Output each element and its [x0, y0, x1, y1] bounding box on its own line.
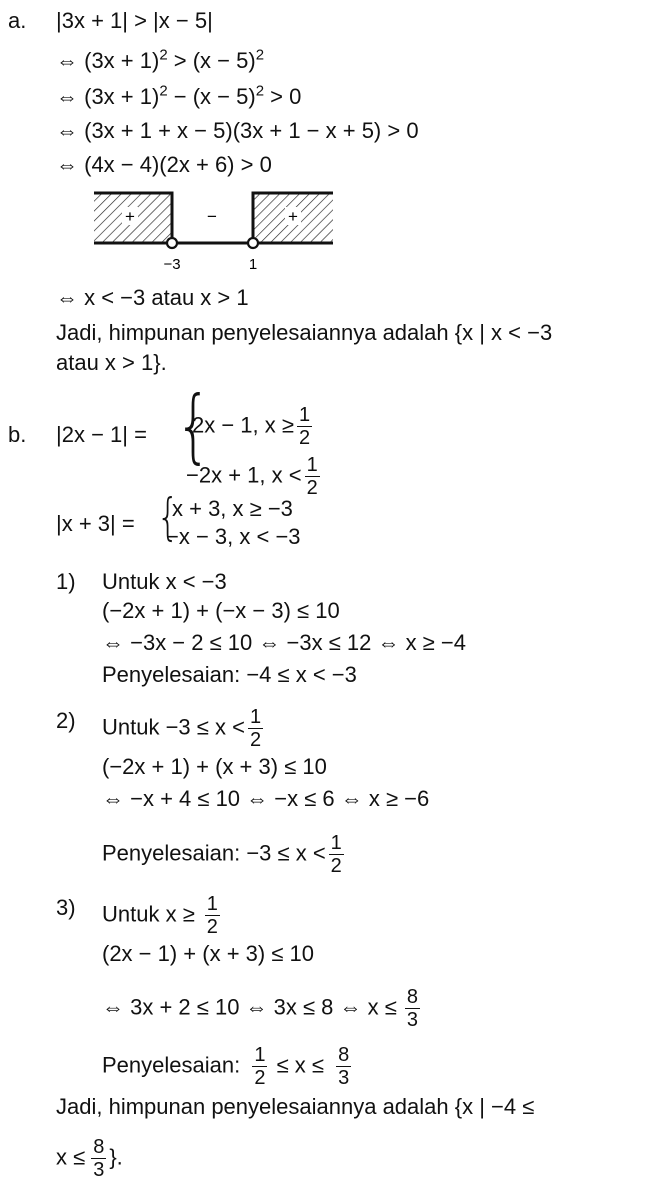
open-point-right: [248, 238, 258, 248]
sign-right: +: [288, 207, 298, 226]
abs2-lhs: |x + 3| =: [56, 511, 135, 536]
part-a-step-1: ⇔ $(3x + 1)^2 > (x - 5)^2$: [56, 46, 265, 73]
part-b-conclusion-line-1: Jadi, himpunan penyelesaiannya adalah {x | −4 ≤: [56, 1094, 535, 1119]
part-a-step-3: ⇔ (3x + 1 + x − 5)(3x + 1 − x + 5) > 0: [56, 118, 419, 143]
abs2-case-2: −x − 3, x < −3: [166, 524, 301, 549]
abs1-lhs: |2x − 1| =: [56, 422, 147, 447]
case-2-line-1: (−2x + 1) + (x + 3) ≤ 10: [102, 754, 327, 779]
case-3-solution: Penyelesaian: $\frac{1}{2}$ ≤ x ≤ $\frac{8}{3}$: [102, 1044, 350, 1089]
part-a-step-2: ⇔ $(3x + 1)^2 - (x - 5)^2 > 0$: [56, 82, 302, 109]
part-a-step-4: ⇔ (4x − 4)(2x + 6) > 0: [56, 152, 272, 177]
case-3-line-2: ⇔ 3x + 2 ≤ 10 ⇔ 3x ≤ 8 ⇔ x ≤ $\frac{8}{3}$: [102, 986, 418, 1031]
case-3-line-1: (2x − 1) + (x + 3) ≤ 10: [102, 941, 314, 966]
part-b-label: b.: [8, 422, 27, 447]
part-a-result: ⇔ x < −3 atau x > 1: [56, 285, 249, 310]
open-point-left: [167, 238, 177, 248]
case-3-heading: Untuk x ≥ $\frac{1}{2}$: [102, 893, 218, 938]
case-1-line-2: ⇔ −3x − 2 ≤ 10 ⇔ −3x ≤ 12 ⇔ x ≥ −4: [102, 630, 466, 655]
part-a-label: a.: [8, 8, 27, 33]
abs2-case-1: x + 3, x ≥ −3: [172, 496, 293, 521]
sign-number-line: [90, 185, 340, 275]
case-2-solution: Penyelesaian: −3 ≤ x < $\frac{1}{2}$: [102, 832, 342, 877]
tick-label-left: −3: [163, 256, 181, 273]
abs1-case-1: 2x − 1, x ≥ $\frac{1}{2}$: [192, 404, 311, 449]
case-2-number: 2): [56, 708, 76, 733]
case-2-line-2: ⇔ −x + 4 ≤ 10 ⇔ −x ≤ 6 ⇔ x ≥ −6: [102, 786, 430, 811]
case-1-solution: Penyelesaian: −4 ≤ x < −3: [102, 662, 357, 687]
sign-left: +: [125, 207, 135, 226]
abs1-brace: {: [175, 379, 212, 472]
part-a-inequality: |3x + 1| > |x − 5|: [56, 8, 213, 33]
sign-middle: −: [207, 207, 217, 226]
case-3-number: 3): [56, 895, 76, 920]
case-1-number: 1): [56, 569, 76, 594]
abs1-case-2: −2x + 1, x < $\frac{1}{2}$: [186, 454, 318, 499]
part-a-conclusion-line-2: atau x > 1}.: [56, 350, 167, 375]
part-a-conclusion-line-1: Jadi, himpunan penyelesaiannya adalah {x | x < −3: [56, 320, 553, 345]
tick-label-right: 1: [248, 256, 258, 273]
part-b-conclusion-line-2: x ≤ $\frac{8}{3}$ }.: [56, 1136, 123, 1181]
case-1-heading: Untuk x < −3: [102, 569, 227, 594]
case-2-heading: Untuk −3 ≤ x < $\frac{1}{2}$: [102, 706, 262, 751]
case-1-line-1: (−2x + 1) + (−x − 3) ≤ 10: [102, 598, 340, 623]
abs2-brace: {: [156, 488, 180, 546]
